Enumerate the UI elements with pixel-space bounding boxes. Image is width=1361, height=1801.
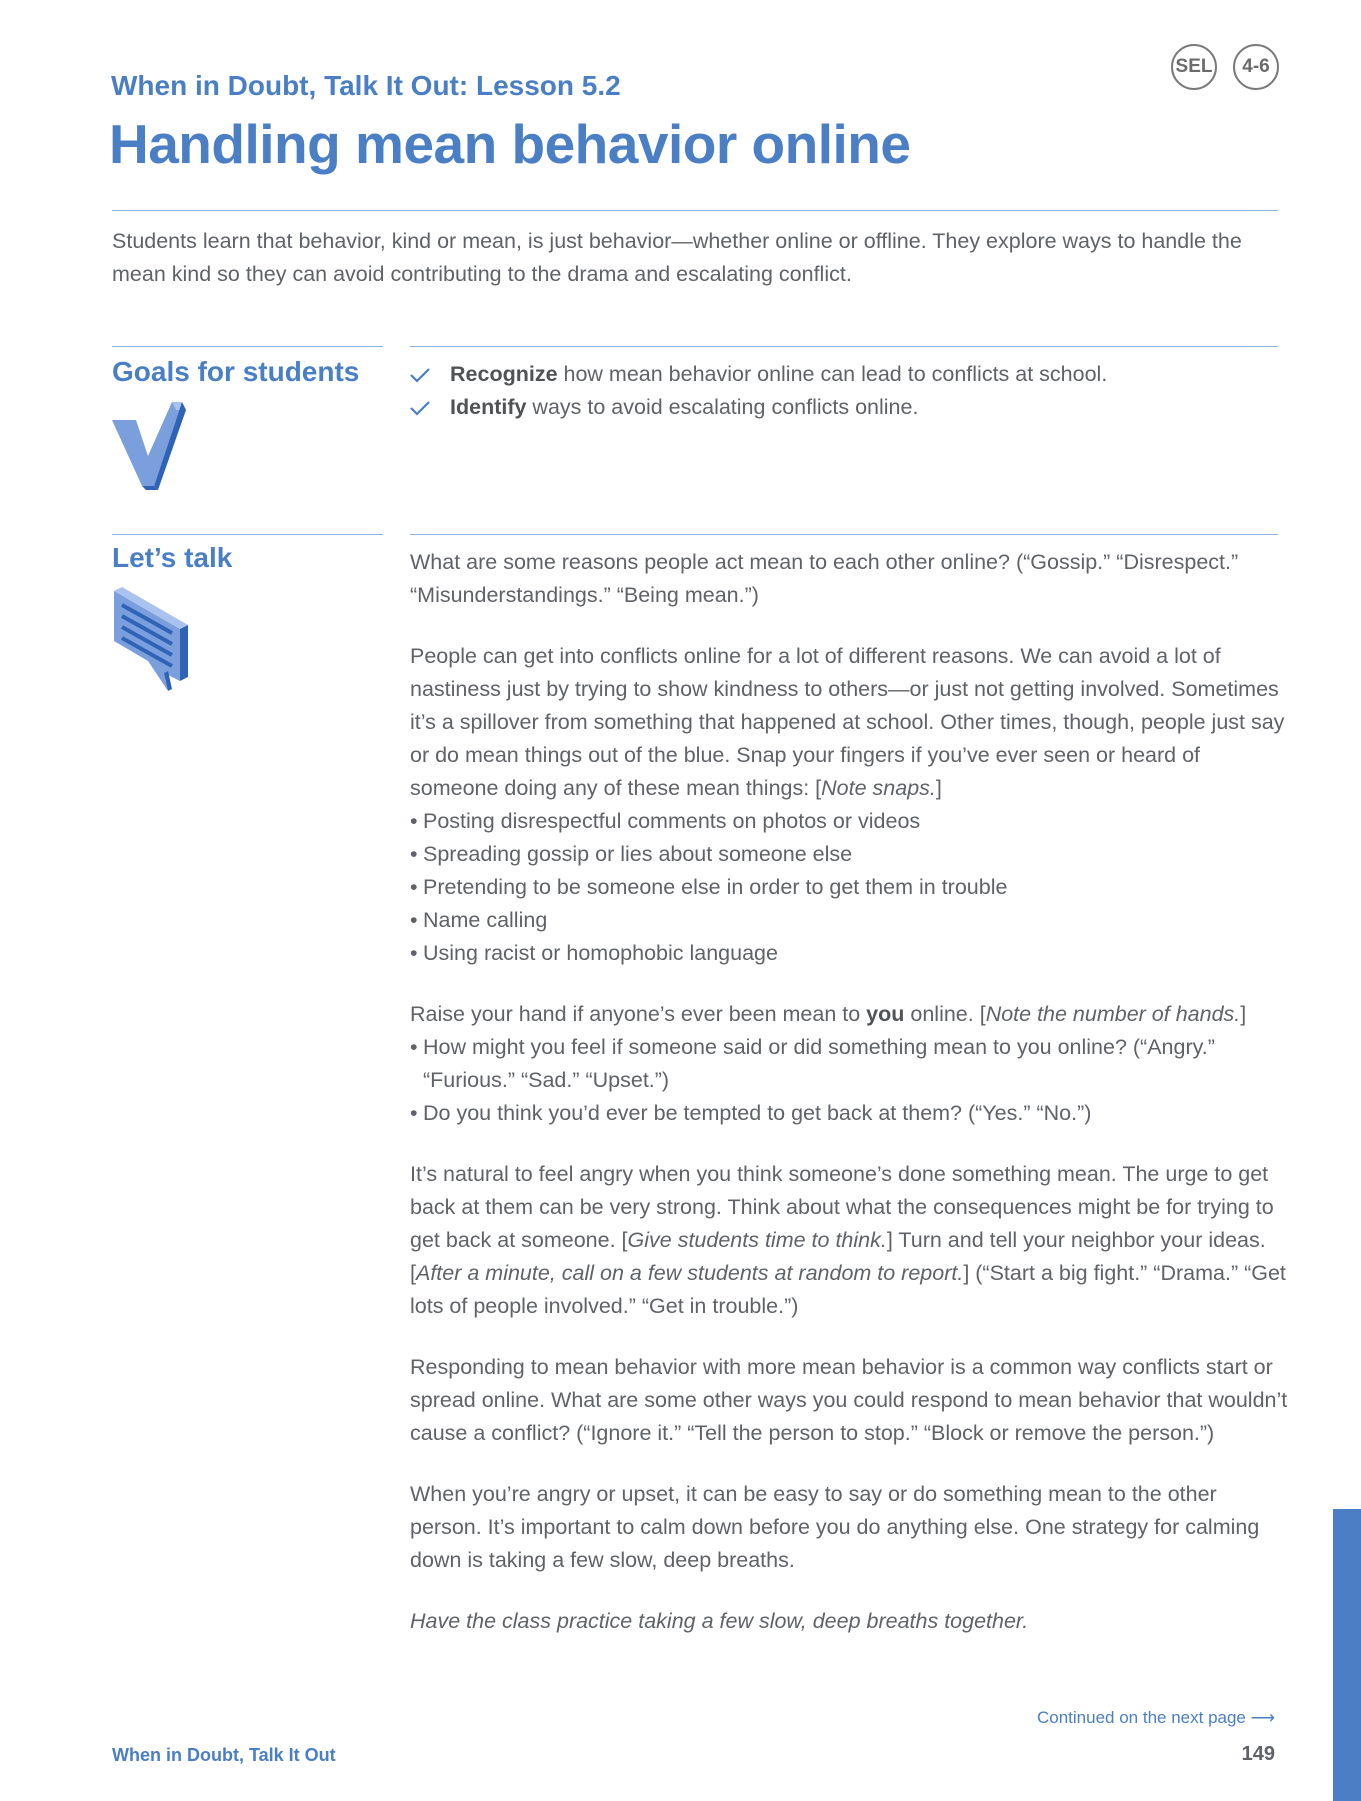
check-icon — [410, 391, 450, 424]
goal-text: Recognize how mean behavior online can lead to conflicts at school. — [450, 362, 1108, 386]
goals-heading: Goals for students — [112, 356, 360, 387]
section-side-tab — [1333, 1509, 1361, 1801]
talk-paragraph: People can get into conflicts online for a lot of different reasons. We can avoid a lot of nastiness just by trying to show kindness to others—or just not getting involved. Sometimes it’s a spillover from something that happened at school. Other times, though, people just say or do mean things out of the blue. Snap your fingers if you’ve ever seen or heard of someone doing any of these mean things: [Note snaps.] — [410, 644, 1285, 800]
grade-badges — [1171, 44, 1279, 90]
intro-paragraph: Students learn that behavior, kind or mean, is just behavior—whether online or offline. They explore ways to handle the mean kind so they can avoid contributing to the drama and escalating conflict. — [112, 229, 1242, 286]
goals-divider-left — [112, 346, 383, 347]
page-number: 149 — [1241, 1743, 1275, 1765]
talk-divider-right — [410, 534, 1278, 535]
list-item: • Name calling — [410, 908, 548, 932]
talk-paragraph: Raise your hand if anyone’s ever been mean to you online. [Note the number of hands.] — [410, 1002, 1247, 1026]
list-item: • Using racist or homophobic language — [410, 941, 778, 965]
goals-divider-right — [410, 346, 1278, 347]
talk-paragraph: Responding to mean behavior with more mean behavior is a common way conflicts start or spread online. What are some other ways you could respond to mean behavior that wouldn’t cause a conflict? (“Ignore it.” “Tell the person to stop.” “Block or remove the person.”) — [410, 1355, 1288, 1445]
lets-talk-body — [410, 546, 1290, 1666]
goals-list — [410, 358, 1290, 424]
talk-paragraph: When you’re angry or upset, it can be easy to say or do something mean to the other person. It’s important to calm down before you do anything else. One strategy for calming down is taking a few slow, deep breaths. — [410, 1482, 1260, 1572]
check-icon — [410, 358, 450, 391]
talk-instruction: Have the class practice taking a few slow, deep breaths together. — [410, 1609, 1029, 1633]
list-item: • How might you feel if someone said or did something mean to you online? (“Angry.” “Furious.” “Sad.” “Upset.”) — [410, 1035, 1215, 1092]
talk-paragraph: What are some reasons people act mean to each other online? (“Gossip.” “Disrespect.” “Misunderstandings.” “Being mean.”) — [410, 550, 1239, 607]
list-item: • Spreading gossip or lies about someone else — [410, 842, 853, 866]
list-item: • Pretending to be someone else in order to get them in trouble — [410, 875, 1008, 899]
list-item: • Posting disrespectful comments on photos or videos — [410, 809, 921, 833]
arrow-right-icon: ⟶ — [1250, 1708, 1275, 1727]
footer-title: When in Doubt, Talk It Out — [112, 1745, 336, 1765]
talk-paragraph: It’s natural to feel angry when you think someone’s done something mean. The urge to get back at them can be very strong. Think about what the consequences might be for trying to get back at someone. [Give students time to think.] Turn and tell your neighbor your ideas. [After a minute, call on a few students at random to report.] (“Start a big fight.” “Drama.” “Get lots of people involved.” “Get in trouble.”) — [410, 1162, 1286, 1318]
grade-level-badge: 4-6 — [1233, 44, 1279, 90]
talk-paragraph-with-list — [410, 998, 1290, 1130]
lesson-subtitle: When in Doubt, Talk It Out: Lesson 5.2 — [111, 70, 621, 101]
goal-item — [410, 358, 1290, 391]
sel-badge: SEL — [1171, 44, 1217, 90]
lets-talk-heading: Let’s talk — [112, 542, 233, 573]
talk-paragraph-with-list — [410, 640, 1290, 970]
continued-link[interactable]: Continued on the next page ⟶ — [1037, 1708, 1275, 1727]
list-item: • Do you think you’d ever be tempted to get back at them? (“Yes.” “No.”) — [410, 1101, 1092, 1125]
talk-divider-left — [112, 534, 383, 535]
goal-item — [410, 391, 1290, 424]
checkmark-icon — [110, 398, 186, 495]
title-divider — [112, 210, 1278, 211]
goal-text: Identify ways to avoid escalating conflicts online. — [450, 395, 919, 419]
page-title: Handling mean behavior online — [109, 113, 911, 175]
speech-bubble-icon — [110, 585, 192, 700]
